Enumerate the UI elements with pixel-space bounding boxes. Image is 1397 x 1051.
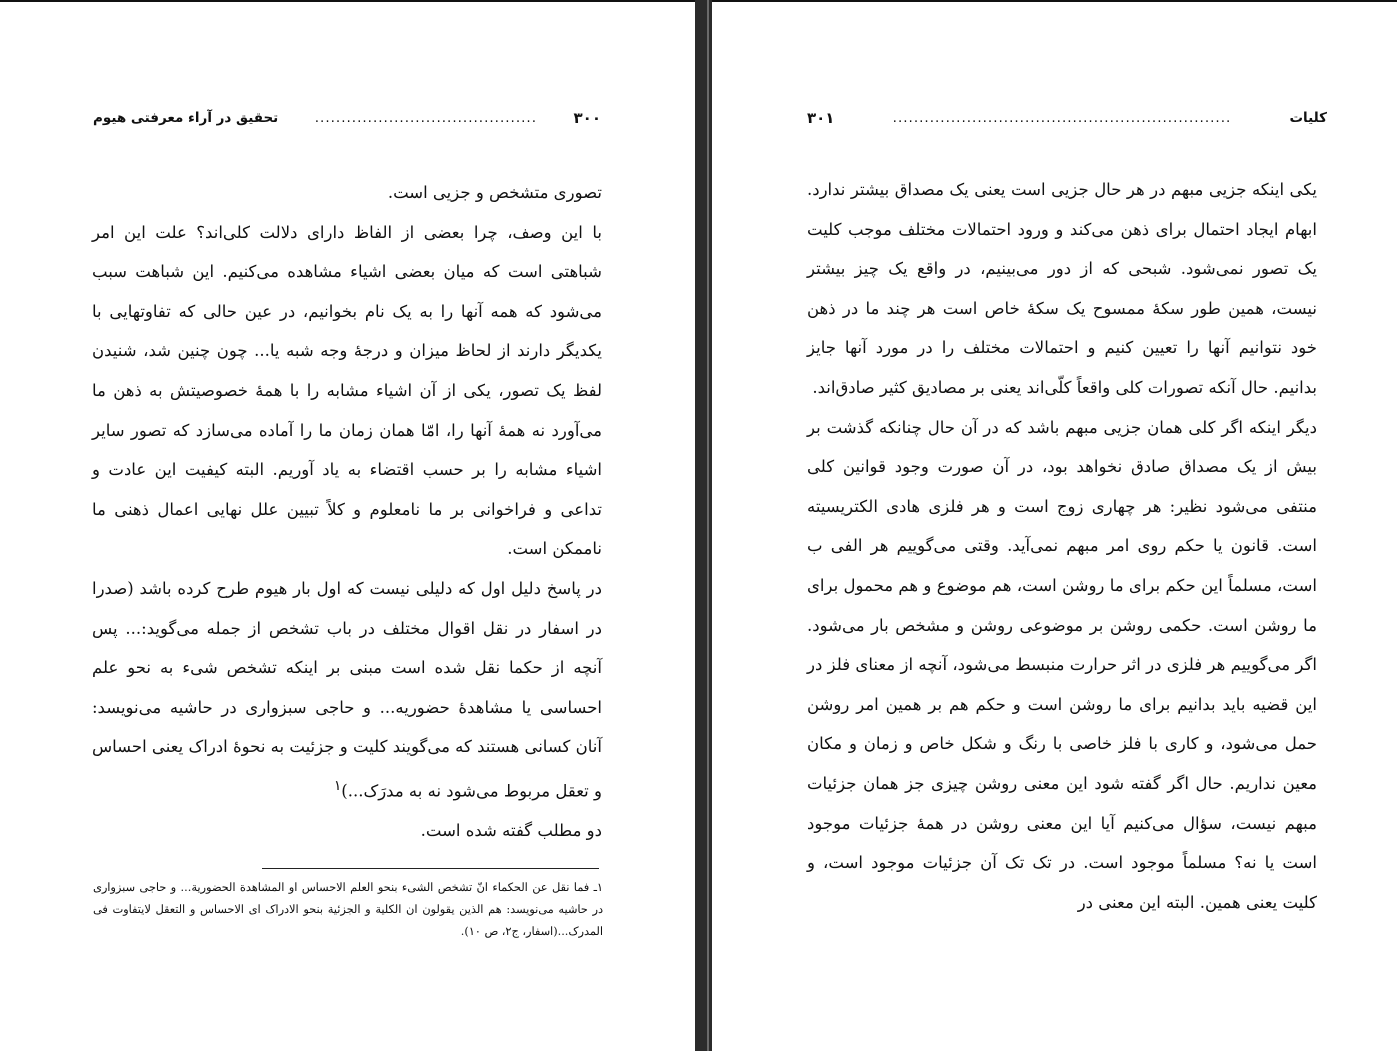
left-page: [0, 0, 695, 1051]
left-paragraph-4: دو مطلب گفته شده است.: [420, 821, 602, 840]
left-paragraph-3: [92, 569, 602, 811]
left-running-title: تحقیق در آراء معرفتی هیوم: [93, 110, 279, 126]
right-paragraph-2: دیگر اینکه اگر کلی همان جزیی مبهم باشد که در آن حال چنانکه گذشت بر بیش از یک مصداق صادق نخواهد بود، در آن صورت وجود قوانین کلی منتفی می‌شود نظیر: هر چهاری زوج است و هر فلزی هادی الکتریسیته است. قانون یا حکم روی امر مبهم نمی‌آید. وقتی می‌گوییم هر الفی ب است، مسلماً این حکم برای ما روشن است، هم موضوع و هم محمول برای ما روشن است. حکمی روشن بر موضوعی روشن و مشخص بار می‌شود. اگر می‌گوییم هر فلزی در اثر حرارت منبسط می‌شود، آنچه از معنای فلز در این قضیه باید بدانیم برای ما روشن است و حکم هم بر همین امر روشن حمل می‌شود، و کاری با فلز خاصی با رنگ و شکل خاص و زمان و مکان معین نداریم. حال اگر گفته شود این معنی روشن چیزی جز همان جزئیات مبهم نیست، سؤال می‌کنیم آیا این معنی روشن در همهٔ جزئیات موجود است یا نه؟ مسلماً موجود است. در تک تک آن جزئیات موجود است، و کلیت یعنی همین. البته این معنی در: [807, 417, 1317, 912]
left-page-number: ۳۰۰: [573, 109, 601, 127]
footnote-separator-rule: [262, 868, 599, 869]
right-body-text: [807, 170, 1317, 922]
left-paragraph-3-text: در پاسخ دلیل اول که دلیلی نیست که اول بار هیوم طرح کرده باشد (صدرا در اسفار در نقل اقوال مختلف در باب تشخص از جمله می‌گوید:... پس آنچه از حکما نقل شده است مبنی بر اینکه تشخص شیء به نحو علم احساسی یا مشاهدهٔ حضوریه... و حاجی سبزواری در حاشیه می‌نویسد: آنان کسانی هستند که می‌گویند کلیت و جزئیت به نحوهٔ ادراک یعنی احساس و تعقل مربوط می‌شود نه به مدرَک...): [92, 578, 602, 801]
book-gutter: [695, 0, 712, 1051]
right-running-head: [807, 105, 1327, 131]
footnote: ۱ـ فما نقل عن الحکماء انّ تشخص الشیء بنحو العلم الاحساس او المشاهدة الحضوریة... و حاجی سبزواری در حاشیه می‌نویسد: هم الذین یقولون ان الکلیة و الجزئیة بنحو الادراک ای الاحساس و التعقل لایتفاوت فی المدرک...(اسفار، ج۲، ص ۱۰).: [93, 881, 603, 938]
gutter-edge: [707, 0, 709, 1051]
right-paragraph-1: یکی اینکه جزیی مبهم در هر حال جزیی است یعنی یک مصداق بیشتر ندارد. ابهام ایجاد احتمال برای ذهن می‌کند و ورود احتمالات مختلف موجب کلیت یک تصور نمی‌شود. شبحی که از دور می‌بینیم، در واقع یک چیز بیشتر نیست، همین طور سکهٔ ممسوح یک سکهٔ خاص است هر چند ما در ذهن خود نتوانیم آنها را تعیین کنیم و احتمالات مختلف را در مورد آنها جایز بدانیم. حال آنکه تصورات کلی واقعاً کلّی‌اند یعنی بر مصادیق کثیر صادق‌اند.: [807, 180, 1317, 397]
left-header-leader-dots: ..........................................: [314, 110, 537, 126]
right-page: [712, 0, 1397, 1051]
left-running-head: [93, 105, 601, 131]
right-running-title: کلیات: [1289, 110, 1327, 126]
left-paragraph-2: با این وصف، چرا بعضی از الفاظ دارای دلالت کلی‌اند؟ علت این امر شباهتی است که میان بعضی اشیاء مشاهده می‌کنیم. این شباهت سبب می‌شود که همه آنها را به یک نام بخوانیم، در عین حالی که تفاوتهایی با یکدیگر دارند از لحاظ میزان و درجهٔ وجه شبه یا... چون چنین شد، شنیدن لفظ یک تصور، یکی از آن اشیاء مشابه را با همهٔ خصوصیتش به ذهن ما می‌آورد نه همهٔ آنها را، امّا همان زمان ما را آماده می‌سازد که تصور سایر اشیاء مشابه را بر حسب اقتضاء به یاد آوریم. البته کیفیت این عادت و تداعی و فراخوانی بر ما نامعلوم و کلاً تبیین علل نهایی اعمال ذهنی ما ناممکن است.: [92, 222, 602, 559]
footnote-reference-marker: ۱: [333, 777, 342, 794]
left-paragraph-1: تصوری متشخص و جزیی است.: [387, 183, 602, 202]
left-body-text: [92, 173, 602, 851]
right-header-leader-dots: ................................................................: [892, 110, 1232, 126]
right-page-number: ۳۰۱: [807, 109, 835, 127]
